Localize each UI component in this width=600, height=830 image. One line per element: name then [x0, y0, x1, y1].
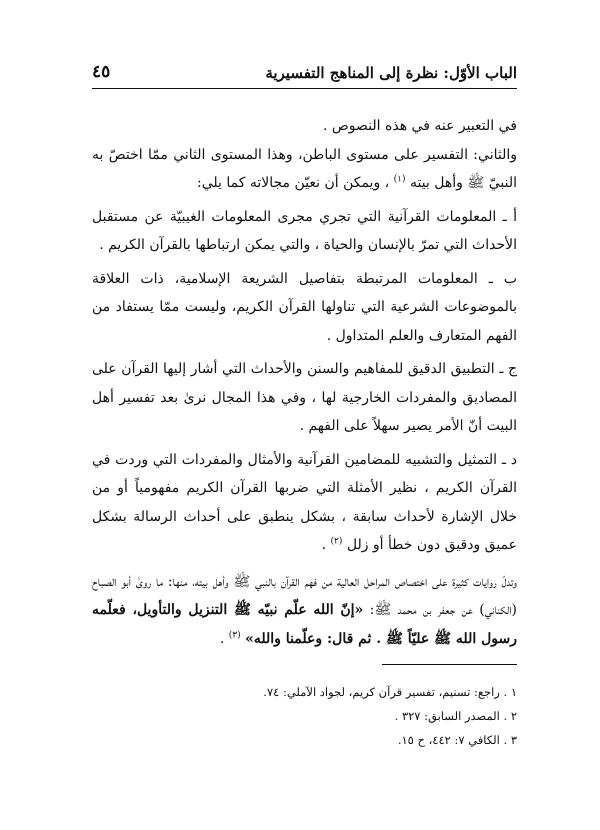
footnote-1: ١ . راجع: تسنيم، تفسير قرآن كريم، لجواد الآملي: ٧٤. [263, 685, 517, 699]
paragraph-continuation: في التعبير عنه في هذه النصوص . [322, 118, 517, 134]
header-rule [92, 88, 517, 89]
footnote-2: ٢ . المصدر السابق: ٣٢٧ . [394, 709, 517, 723]
paragraph-item-alef: أ ـ المعلومات القرآنية التي تجري مجرى المعلومات الغيبيّة عن مستقبل الأحداث التي تمرّ بالإنسان والحياة ، والتي يمكن ارتباطها بالقرآن الكريم . [92, 208, 517, 253]
footnote-ref-1[interactable]: (١) [393, 174, 406, 185]
paragraph-item-ba: ب ـ المعلومات المرتبطة بتفاصيل الشريعة الإسلامية، ذات العلاقة بالموضوعات الشرعية التي تناولها القرآن الكريم، وليست ممّا يستفاد من الفهم المتعارف والعلم المتداول . [92, 270, 517, 344]
page-number: ٤٥ [92, 62, 111, 82]
paragraph-narrations: وتدلّ روايات كثيرة على اختصاص المراحل العالية من فهم القرآن بالنبي ﷺ وأهل بيته، منها: ما روىٰ أبو الصباح (الكناني) عن جعفر بن محمد ﷺ: «إنّ الله علّم نبيّه ﷺ التنزيل والتأويل، فعلّمه رسول الله ﷺ عليّاً ﷺ . ثم قال: وعلّمنا والله» $^{(٣)}$ . [92, 573, 518, 647]
running-header [92, 58, 517, 86]
paragraph-batin: والثاني: التفسير على مستوى الباطن، وهذا المستوى الثاني ممّا اختصّ به النبيّ ﷺ وأهل بيته $^{(١)}$ ، ويمكن أن نعيّن مجالاته كما يلي: [92, 146, 517, 191]
footnotes [92, 680, 517, 752]
paragraph-item-jim: ج ـ التطبيق الدقيق للمفاهيم والسنن والأحداث التي أشار إليها القرآن على المصاديق والمفردات الخارجية لها ، وفي هذا المجال نرىٰ بعد تفسير أهل البيت أنّ الأمر يصير سهلاً على الفهم . [92, 361, 517, 434]
paragraph-item-dal: د ـ التمثيل والتشبيه للمضامين القرآنية والأمثال والمفردات التي وردت في القرآن الكريم ، نظير الأمثلة التي ضربها القرآن الكريم مفهومياً أو من خلال الإشارة لأحداث سابقة ، بشكل ينطبق على أحداث الرسالة بشكل عميق ودقيق دون خطأ أو زلل $^{(٢)}$ . [92, 451, 517, 553]
footnote-ref-2[interactable]: (٢) [330, 536, 343, 547]
chapter-title: الباب الأوّل: نظرة إلى المناهج التفسيرية [265, 64, 517, 82]
footnote-3: ٣ . الكافي ٧: ٤٤٢، ح ١٥. [397, 733, 517, 747]
hadith-quote: «إنّ الله علّم نبيّه ﷺ التنزيل والتأويل، فعلّمه رسول الله ﷺ عليّاً ﷺ . ثم قال: وعلّمنا والله» [92, 602, 517, 647]
footnote-ref-3[interactable]: (٣) [228, 629, 241, 640]
footnote-separator [382, 664, 517, 665]
body-text [92, 112, 517, 658]
